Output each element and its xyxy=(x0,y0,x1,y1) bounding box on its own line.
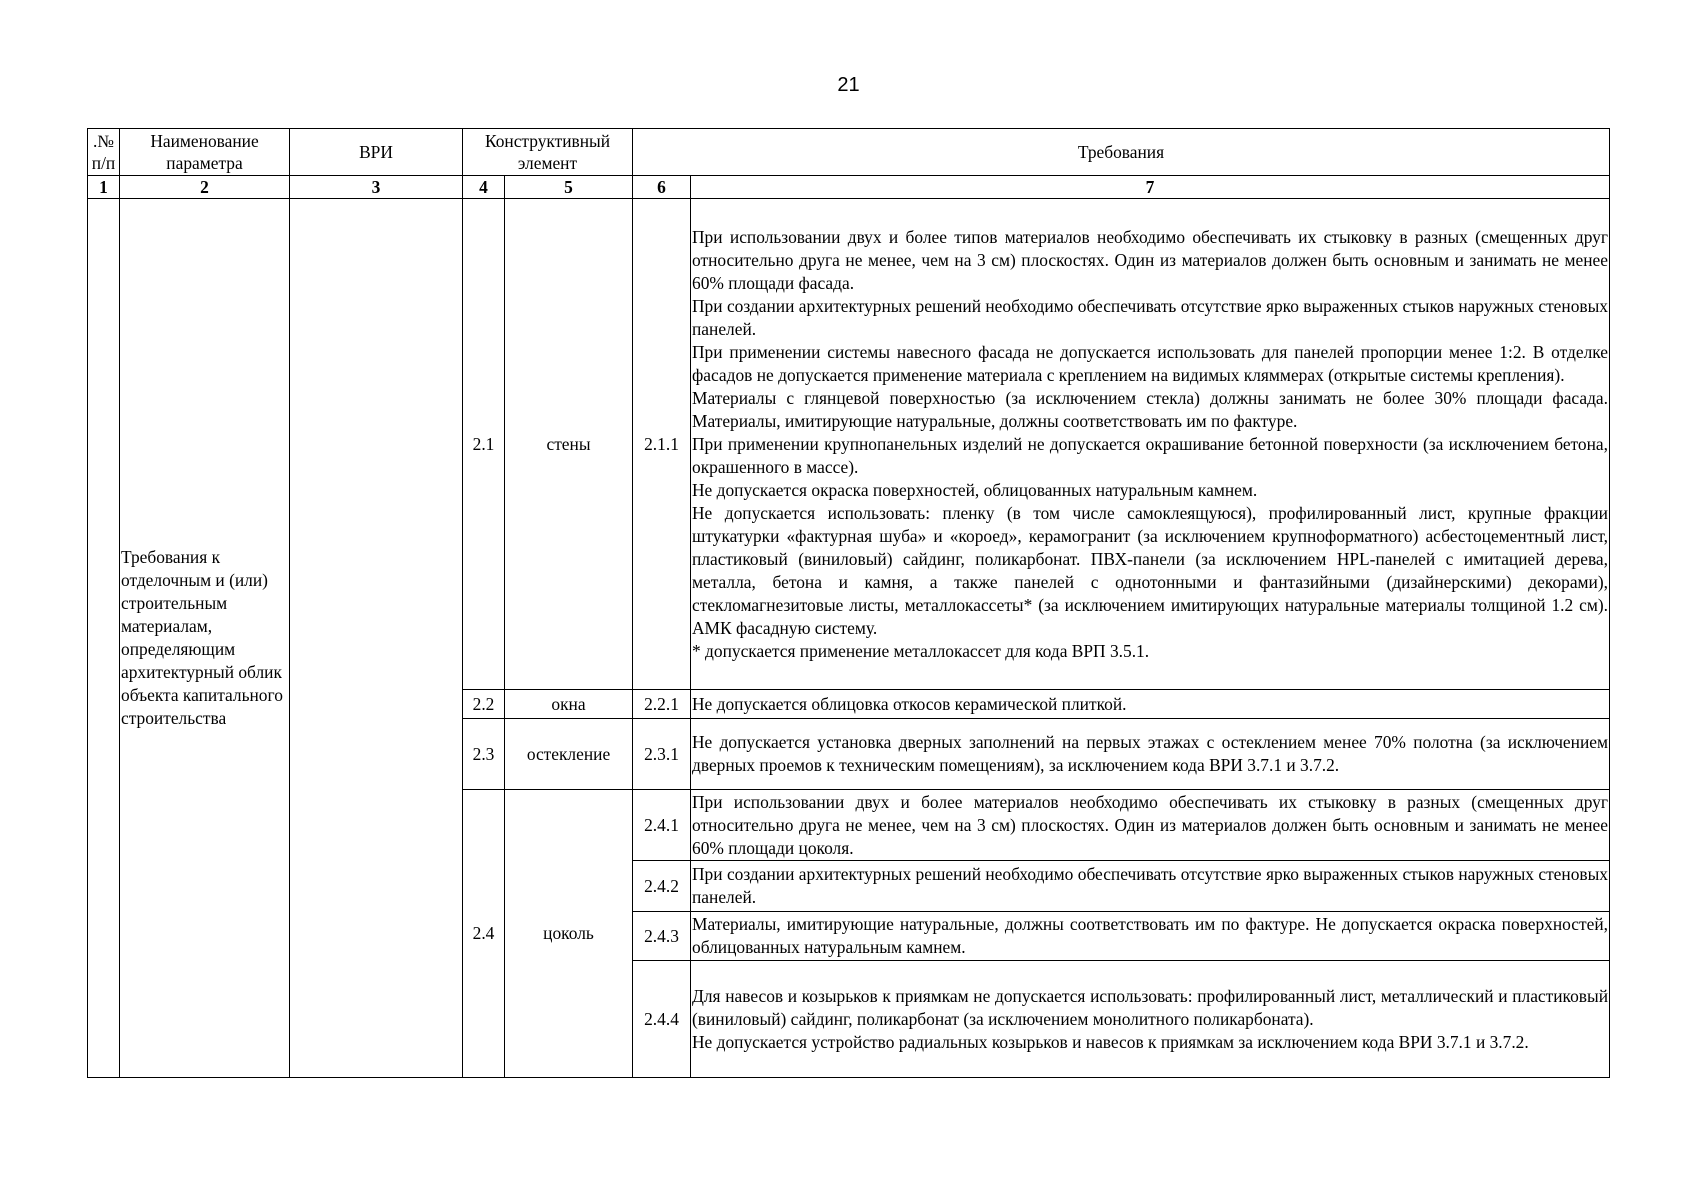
requirement-paragraph: Не допускается окраска поверхностей, облицованных натуральным камнем. xyxy=(692,479,1258,500)
row-number-cell xyxy=(88,199,120,1078)
requirement-text xyxy=(691,790,1610,861)
requirement-paragraph: Не допускается устройство радиальных козырьков и навесов к приямкам за исключением кода ВРИ 3.7.1 и 3.7.2. xyxy=(692,1031,1529,1052)
element-number: 2.3 xyxy=(463,719,505,790)
requirement-text xyxy=(691,690,1610,719)
column-number: 6 xyxy=(633,176,691,199)
requirements-table xyxy=(87,128,1610,1078)
requirement-paragraph: Материалы с глянцевой поверхностью (за исключением стекла) должны занимать не более 30% площади фасада. Материалы, имитирующие натуральные, должны соответствовать им по фактуре. xyxy=(692,387,1608,431)
header-requirements: Требования xyxy=(633,129,1610,176)
requirement-paragraph: Для навесов и козырьков к приямкам не допускается использовать: профилированный лист, металлический и пластиковый (виниловый) сайдинг, поликарбонат (за исключением монолитного поликарбоната). xyxy=(692,985,1608,1029)
requirement-paragraph: При использовании двух и более материалов необходимо обеспечивать их стыковку в разных (смещенных друг относительно друга не менее, чем на 3 см) плоскостях. Один из материалов должен быть основным и занимать не менее 60% площади цоколя. xyxy=(692,791,1608,858)
requirement-text xyxy=(691,912,1610,961)
column-number: 1 xyxy=(88,176,120,199)
requirement-paragraph: При создании архитектурных решений необходимо обеспечивать отсутствие ярко выраженных стыков наружных стеновых панелей. xyxy=(692,295,1608,339)
requirement-text xyxy=(691,861,1610,912)
column-number: 4 xyxy=(463,176,505,199)
requirement-code: 2.4.3 xyxy=(633,912,691,961)
header-parameter-name: Наименование параметра xyxy=(120,129,290,176)
requirement-text xyxy=(691,199,1610,690)
requirement-paragraph: При применении системы навесного фасада не допускается использовать для панелей пропорции менее 1:2. В отделке фасадов не допускается применение материала с креплением на видимых кляммерах (открытые системы крепления). xyxy=(692,341,1608,385)
element-name: цоколь xyxy=(505,790,633,1078)
element-number: 2.1 xyxy=(463,199,505,690)
table-row xyxy=(88,199,1610,690)
vri-cell xyxy=(290,199,463,1078)
requirement-text xyxy=(691,719,1610,790)
header-structural-element: Конструктивный элемент xyxy=(463,129,633,176)
header-vri: ВРИ xyxy=(290,129,463,176)
element-number: 2.2 xyxy=(463,690,505,719)
requirement-paragraph: Не допускается использовать: пленку (в том числе самоклеящуюся), профилированный лист, крупные фракции штукатурки «фактурная шуба» и «короед», керамогранит (за исключением крупноформатного) асбестоцементный лист, пластиковый (виниловый) сайдинг, поликарбонат. ПВХ-панели (за исключением HPL-панелей с имитацией дерева, металла, бетона и камня, а также панелей с однотонными и фантазийными (дизайнерскими) декорами), стекломагнезитовые листы, металлокассеты* (за исключением имитирующих натуральные материалы толщиной 1.2 см). АМК фасадную систему. xyxy=(692,502,1608,638)
header-row xyxy=(88,129,1610,176)
column-number: 7 xyxy=(691,176,1610,199)
column-number: 5 xyxy=(505,176,633,199)
requirement-code: 2.2.1 xyxy=(633,690,691,719)
page-number: 21 xyxy=(837,74,860,96)
requirement-paragraph: Материалы, имитирующие натуральные, должны соответствовать им по фактуре. Не допускается окраска поверхностей, облицованных натуральным камнем. xyxy=(692,914,1608,957)
header-number: .№ п/п xyxy=(88,129,120,176)
element-number: 2.4 xyxy=(463,790,505,1078)
requirement-code: 2.4.2 xyxy=(633,861,691,912)
requirement-code: 2.4.1 xyxy=(633,790,691,861)
requirement-paragraph: При использовании двух и более типов материалов необходимо обеспечивать их стыковку в разных (смещенных друг относительно друга не менее, чем на 3 см) плоскостях. Один из материалов должен быть основным и занимать не менее 60% площади фасада. xyxy=(692,226,1608,293)
element-name: остекление xyxy=(505,719,633,790)
requirement-paragraph: * допускается применение металлокассет для кода ВРП 3.5.1. xyxy=(692,640,1150,661)
requirement-code: 2.3.1 xyxy=(633,719,691,790)
column-number-row xyxy=(88,176,1610,199)
parameter-name-cell: Требования к отделочным и (или) строительным материалам, определяющим архитектурный облик объекта капитального строительства xyxy=(120,199,290,1078)
column-number: 2 xyxy=(120,176,290,199)
element-name: окна xyxy=(505,690,633,719)
requirement-paragraph: Не допускается установка дверных заполнений на первых этажах с остеклением менее 70% полотна (за исключением дверных проемов к техническим помещениям), за исключением кода ВРИ 3.7.1 и 3.7.2. xyxy=(692,732,1608,775)
requirement-code: 2.1.1 xyxy=(633,199,691,690)
requirement-paragraph: При создании архитектурных решений необходимо обеспечивать отсутствие ярко выраженных стыков наружных стеновых панелей. xyxy=(692,864,1608,907)
requirement-paragraph: Не допускается облицовка откосов керамической плиткой. xyxy=(692,693,1127,714)
requirement-paragraph: При применении крупнопанельных изделий не допускается окрашивание бетонной поверхности (за исключением бетона, окрашенного в массе). xyxy=(692,433,1608,477)
column-number: 3 xyxy=(290,176,463,199)
element-name: стены xyxy=(505,199,633,690)
requirement-text xyxy=(691,961,1610,1078)
requirement-code: 2.4.4 xyxy=(633,961,691,1078)
